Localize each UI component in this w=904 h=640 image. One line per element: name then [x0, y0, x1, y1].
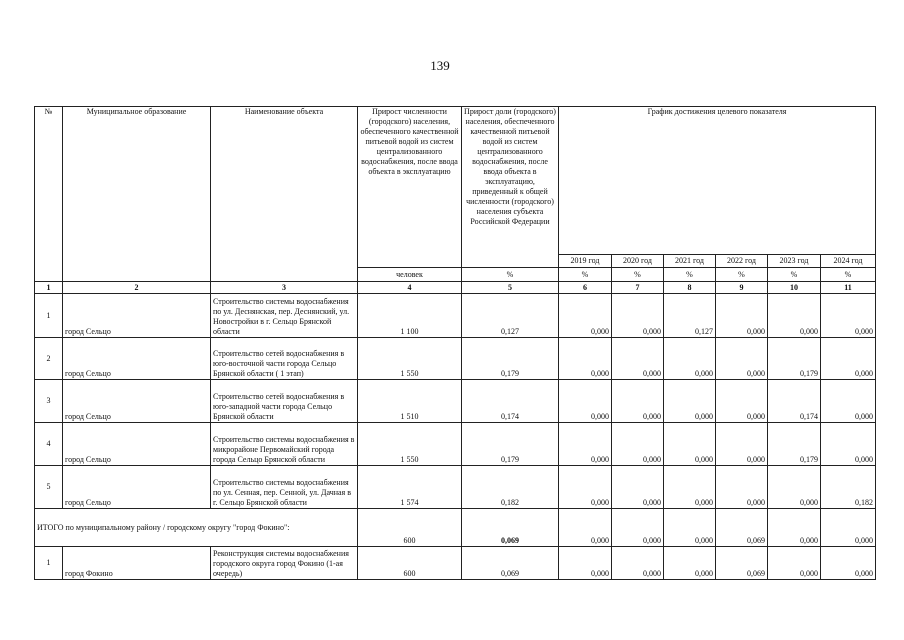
row-object-name: Строительство сетей водоснабжения в юго-восточной части города Сельцо Брянской области ( 1 этап): [211, 338, 358, 380]
table-row: [35, 294, 876, 338]
col-number: 2: [63, 282, 211, 294]
row-object-name: Строительство системы водоснабжения по ул. Сенная, пер. Сенной, ул. Дачная в г. Сельцо Брянской области: [211, 466, 358, 509]
row-year-value: 0,000: [559, 380, 612, 423]
row-year-value: 0,000: [821, 380, 876, 423]
row-year-value: 0,127: [664, 294, 716, 338]
row-municipality: город Сельцо: [63, 380, 211, 423]
row-year-value: 0,000: [559, 294, 612, 338]
row-number: 1: [35, 547, 63, 580]
header-year: 2021 год: [664, 255, 716, 268]
row-share: 0,174: [462, 380, 559, 423]
row-year-value: 0,000: [612, 423, 664, 466]
row-municipality: город Фокино: [63, 547, 211, 580]
column-numbers-row: [35, 282, 876, 294]
row-object-name: Строительство системы водоснабжения по ул. Деснянская, пер. Деснянский, ул. Новостройки в г. Сельцо Брянской области: [211, 294, 358, 338]
table-row: [35, 380, 876, 423]
col-number: 11: [821, 282, 876, 294]
row-year-value: 0,000: [716, 380, 768, 423]
itogo-year-value: 0,000: [612, 509, 664, 547]
row-year-value: 0,000: [821, 547, 876, 580]
row-year-value: 0,000: [612, 466, 664, 509]
row-number: 3: [35, 380, 63, 423]
row-pop: 1 100: [358, 294, 462, 338]
col-number: 10: [768, 282, 821, 294]
col-number: 7: [612, 282, 664, 294]
row-year-value: 0,174: [768, 380, 821, 423]
header-schedule: График достижения целевого показателя: [559, 107, 876, 255]
row-number: 2: [35, 338, 63, 380]
row-municipality: город Сельцо: [63, 466, 211, 509]
row-year-value: 0,000: [559, 547, 612, 580]
row-year-value: 0,182: [821, 466, 876, 509]
row-year-value: 0,000: [664, 380, 716, 423]
itogo-label: ИТОГО по муниципальному району / городскому округу "город Фокино":: [35, 509, 358, 547]
row-share: 0,127: [462, 294, 559, 338]
year-unit: %: [716, 268, 768, 282]
itogo-row: [35, 509, 876, 547]
row-municipality: город Сельцо: [63, 423, 211, 466]
header-num: №: [35, 107, 63, 282]
header-year: 2022 год: [716, 255, 768, 268]
table-row: [35, 338, 876, 380]
row-year-value: 0,000: [612, 294, 664, 338]
row-pop: 1 510: [358, 380, 462, 423]
row-year-value: 0,000: [716, 423, 768, 466]
col-number: 1: [35, 282, 63, 294]
header-municipality: Муниципальное образование: [63, 107, 211, 282]
table-row: [35, 547, 876, 580]
itogo-year-value: 0,000: [821, 509, 876, 547]
year-unit: %: [559, 268, 612, 282]
row-year-value: 0,000: [559, 466, 612, 509]
row-year-value: 0,000: [716, 466, 768, 509]
row-year-value: 0,000: [664, 466, 716, 509]
itogo-year-value: 0,069: [716, 509, 768, 547]
col-number: 4: [358, 282, 462, 294]
row-year-value: 0,000: [559, 423, 612, 466]
row-year-value: 0,000: [612, 338, 664, 380]
header-object-name: Наименование объекта: [211, 107, 358, 282]
row-share: 0,069: [462, 547, 559, 580]
row-year-value: 0,000: [768, 466, 821, 509]
year-unit: %: [768, 268, 821, 282]
page-number: 139: [430, 58, 450, 73]
table-row: [35, 423, 876, 466]
header-pop-growth: Прирост численности (городского) населения, обеспеченного качественной питьевой водой из систем централизованного водоснабжения, после ввода объекта в эксплуатацию: [358, 107, 462, 268]
row-municipality: город Сельцо: [63, 338, 211, 380]
header-year: 2023 год: [768, 255, 821, 268]
row-share: 0,182: [462, 466, 559, 509]
row-year-value: 0,000: [821, 423, 876, 466]
table-row: [35, 466, 876, 509]
row-object-name: Реконструкция системы водоснабжения городского округа город Фокино (1-ая очередь): [211, 547, 358, 580]
row-year-value: 0,000: [716, 338, 768, 380]
row-municipality: город Сельцо: [63, 294, 211, 338]
itogo-year-value: 0,000: [664, 509, 716, 547]
row-pop: 1 550: [358, 338, 462, 380]
row-object-name: Строительство системы водоснабжения в микрорайоне Первомайский города города Сельцо Брянской области: [211, 423, 358, 466]
year-unit: %: [821, 268, 876, 282]
header-year: 2019 год: [559, 255, 612, 268]
row-year-value: 0,000: [768, 547, 821, 580]
itogo-pop: 600: [358, 509, 462, 547]
col-number: 9: [716, 282, 768, 294]
col-number: 5: [462, 282, 559, 294]
itogo-year-value: 0,000: [559, 509, 612, 547]
row-pop: 1 574: [358, 466, 462, 509]
row-year-value: 0,000: [821, 294, 876, 338]
unit-percent: %: [462, 268, 559, 282]
row-year-value: 0,000: [664, 547, 716, 580]
year-unit: %: [664, 268, 716, 282]
row-pop: 1 550: [358, 423, 462, 466]
row-year-value: 0,179: [768, 338, 821, 380]
row-year-value: 0,179: [768, 423, 821, 466]
row-number: 5: [35, 466, 63, 509]
header-year: 2024 год: [821, 255, 876, 268]
itogo-share: 0,069: [462, 509, 559, 547]
row-year-value: 0,000: [559, 338, 612, 380]
row-year-value: 0,069: [716, 547, 768, 580]
row-pop: 600: [358, 547, 462, 580]
header-year: 2020 год: [612, 255, 664, 268]
itogo-year-value: 0,000: [768, 509, 821, 547]
unit-people: человек: [358, 268, 462, 282]
row-number: 1: [35, 294, 63, 338]
row-year-value: 0,000: [612, 380, 664, 423]
row-share: 0,179: [462, 423, 559, 466]
row-year-value: 0,000: [612, 547, 664, 580]
header-share-growth: Прирост доли (городского) населения, обеспеченного качественной питьевой водой из систем централизованного водоснабжения, после ввода объекта в эксплуатацию, приведенный к общей численности (городского) населения субъекта Российской Федерации: [462, 107, 559, 268]
year-unit: %: [612, 268, 664, 282]
row-object-name: Строительство сетей водоснабжения в юго-западной части города Сельцо Брянской области: [211, 380, 358, 423]
col-number: 6: [559, 282, 612, 294]
row-share: 0,179: [462, 338, 559, 380]
row-number: 4: [35, 423, 63, 466]
row-year-value: 0,000: [664, 338, 716, 380]
row-year-value: 0,000: [716, 294, 768, 338]
row-year-value: 0,000: [768, 294, 821, 338]
col-number: 8: [664, 282, 716, 294]
row-year-value: 0,000: [821, 338, 876, 380]
col-number: 3: [211, 282, 358, 294]
row-year-value: 0,000: [664, 423, 716, 466]
target-indicator-table: [34, 106, 876, 580]
